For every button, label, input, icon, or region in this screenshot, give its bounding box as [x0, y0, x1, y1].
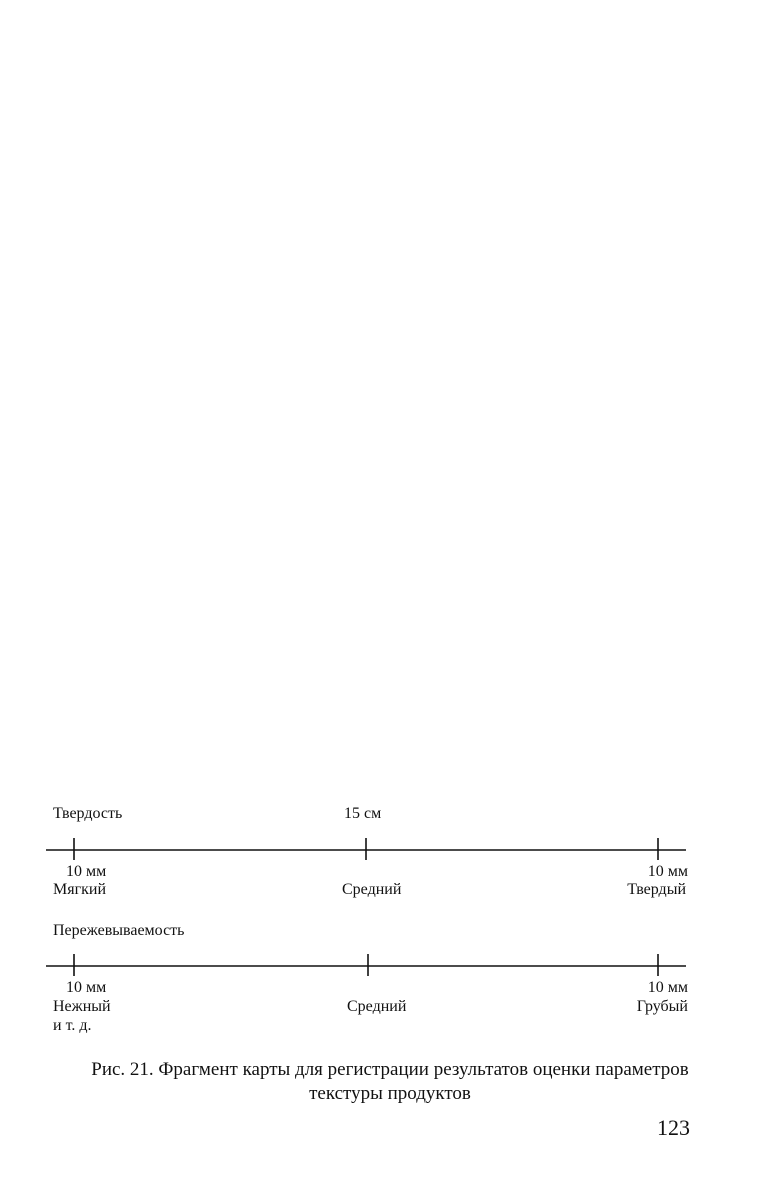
caption-line-2: текстуры продуктов [309, 1083, 471, 1104]
scale1-left-anchor: Мягкий [53, 881, 107, 898]
scale1-middle-anchor: Средний [342, 881, 402, 898]
figure-caption [40, 1058, 740, 1106]
scale1-length-label: 15 см [344, 805, 382, 822]
scale2-left-tick-label: 10 мм [66, 979, 107, 996]
scale2-title: Пережевываемость [53, 922, 185, 939]
page-number: 123 [657, 1115, 690, 1140]
scale1-line [46, 836, 686, 864]
scale1-right-anchor: Твердый [627, 881, 686, 898]
scale1-title: Твердость [53, 805, 123, 822]
scale2-left-anchor: Нежный [53, 998, 111, 1015]
caption-line-1: Рис. 21. Фрагмент карты для регистрации результатов оценки параметров [91, 1059, 689, 1080]
scale2-right-anchor: Грубый [636, 998, 688, 1015]
scale1-right-tick-label: 10 мм [647, 863, 688, 880]
scale2-continuation: и т. д. [53, 1017, 92, 1034]
scale1-left-tick-label: 10 мм [66, 863, 107, 880]
scale2-line [46, 952, 686, 980]
scale2-right-tick-label: 10 мм [647, 979, 688, 996]
scale2-middle-anchor: Средний [347, 998, 407, 1015]
